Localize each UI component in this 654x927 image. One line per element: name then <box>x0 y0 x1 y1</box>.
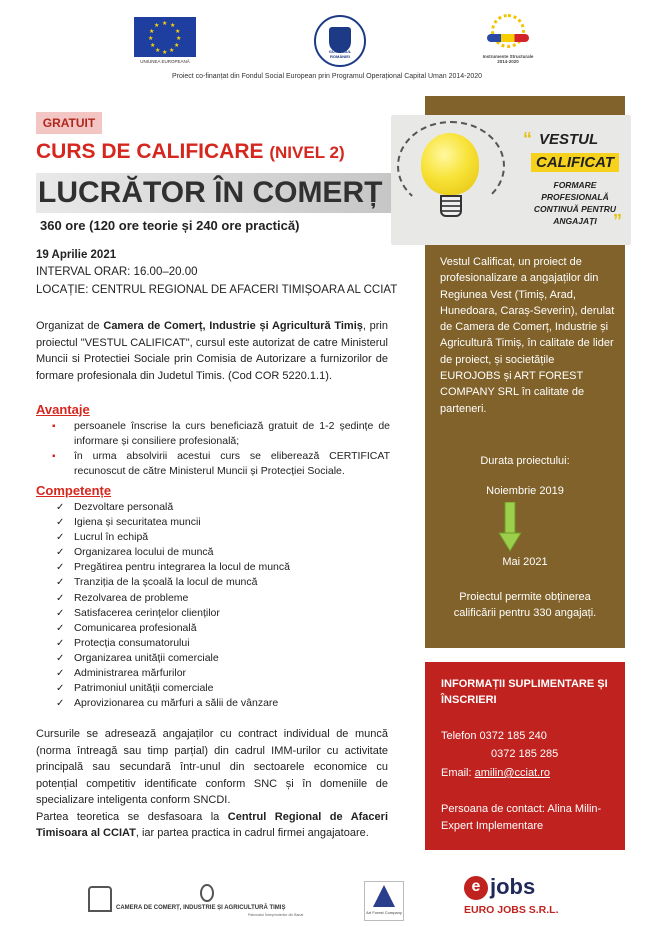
structural-instruments-caption: Instrumente Structurale 2014-2020 <box>482 54 534 64</box>
intro-paragraph <box>36 318 388 384</box>
list-item <box>56 681 290 696</box>
quote-open-icon: “ <box>523 129 532 149</box>
eurojobs-e-icon: e <box>464 876 488 900</box>
lightbulb-base-icon <box>440 195 462 217</box>
checkmark-icon: ✓ <box>56 607 65 619</box>
target-paragraph <box>36 726 388 842</box>
quote-close-icon: ” <box>613 211 622 231</box>
intro-text-2: , prin proiectul "VESTUL CALIFICAT", cursul este autorizat de catre Ministerul Muncii si Protectiei Sociale prin Comisia de Autorizare a furnizorilor de formare profesionala din Judetul Timis. (Cod COR 5220.1.1). <box>36 320 388 382</box>
caduceus-icon <box>200 884 214 902</box>
project-description: Vestul Calificat, un proiect de profesionalizare a angajaților din Regiunea Vest (Timiș, Arad, Hunedoara, Caraș-Severin), derulat de Camera de Comerț, Industrie și Agricultură Timiș, în calitate de lider de proiect, și societățile EUROJOBS și ART FOREST COMPANY SRL în calitate de parteneri. <box>440 256 615 415</box>
banner-line-1: VESTUL <box>539 131 599 148</box>
arrow-down-icon <box>498 502 522 552</box>
building-icon <box>88 886 112 912</box>
checkmark-icon: ✓ <box>56 668 65 680</box>
list-item <box>56 651 290 666</box>
target-text: Cursurile se adresează angajaților cu contract individual de muncă (norma întreagă sau timp parțial) din cadrul IMM-urilor cu activitate principală sau secundară într-unul din sectoarele economice cu potențial competitiv identificate conform SNC și în domeniile de specializare inteligenta conform SNCDI. <box>36 728 388 806</box>
competence-text: Patrimoniul unității comerciale <box>74 682 214 695</box>
project-goal: Proiectul permite obținerea calificării pentru 330 angajați. <box>453 591 597 619</box>
competence-text: Igiena și securitatea muncii <box>74 516 201 529</box>
list-item <box>52 449 390 479</box>
eu-logo <box>134 17 196 65</box>
cci-logo <box>88 884 314 916</box>
list-item <box>56 666 290 681</box>
competence-text: Dezvoltare personală <box>74 501 174 513</box>
checkmark-icon: ✓ <box>56 652 65 664</box>
competences-list <box>56 500 290 711</box>
eurojobs-name: EURO JOBS S.R.L. <box>464 904 559 916</box>
art-forest-logo <box>364 881 404 921</box>
banner-subtitle: FORMARE PROFESIONALĂ CONTINUĂ PENTRU ANGAJAȚI <box>533 180 617 226</box>
checkmark-icon: ✓ <box>56 637 65 649</box>
bullet-icon: ▪ <box>52 451 56 462</box>
competence-text: Protecția consumatorului <box>74 636 190 649</box>
competence-text: Aprovizionarea cu mărfuri a sălii de vânzare <box>74 697 279 710</box>
free-badge: GRATUIT <box>36 112 102 134</box>
list-item <box>56 606 290 621</box>
contact-person: Persoana de contact: Alina Milin- Expert Implementare <box>441 803 602 832</box>
competence-text: Organizarea locului de muncă <box>74 546 214 559</box>
list-item <box>56 560 290 575</box>
phone-1: Telefon 0372 185 240 <box>441 730 547 742</box>
checkmark-icon: ✓ <box>56 517 65 529</box>
info-panel <box>425 662 625 850</box>
checkmark-icon: ✓ <box>56 683 65 695</box>
competence-text: Organizarea unității comerciale <box>74 651 219 664</box>
email-line <box>441 767 550 779</box>
art-forest-name: Art Forest Company <box>366 910 402 915</box>
course-hours: 360 ore (120 ore teorie și 240 ore practică) <box>40 218 300 233</box>
regional-center-name: Centrul Regional de Afaceri Timisoara al CCIAT <box>36 810 389 839</box>
checkmark-icon: ✓ <box>56 502 65 513</box>
project-end: Mai 2021 <box>502 556 548 568</box>
job-title: LUCRĂTOR ÎN COMERȚ <box>36 173 393 213</box>
list-item <box>56 545 290 560</box>
competence-text: Administrarea mărfurilor <box>74 667 187 680</box>
advantages-heading: Avantaje <box>36 402 90 417</box>
list-item <box>56 696 290 711</box>
checkmark-icon: ✓ <box>56 532 65 544</box>
eu-caption: UNIUNEA EUROPEANĂ <box>140 59 190 64</box>
competence-text: Tranziția de la școală la locul de muncă <box>74 576 258 589</box>
list-item <box>56 636 290 651</box>
project-start: Noiembrie 2019 <box>486 485 564 497</box>
government-caption: GUVERNUL ROMÂNIEI <box>328 49 352 59</box>
phone-2: 0372 185 285 <box>491 748 559 760</box>
course-interval: INTERVAL ORAR: 16.00–20.00 <box>36 266 198 278</box>
organizer-name: Camera de Comerț, Industrie și Agricultură Timiș <box>103 320 363 332</box>
competence-text: Rezolvarea de probleme <box>74 591 189 604</box>
bullet-icon: ▪ <box>52 421 56 432</box>
cci-subtitle: Patronatul Întreprinderilor din Banat <box>248 913 304 917</box>
info-heading: INFORMAȚII SUPLIMENTARE ȘI ÎNSCRIERI <box>441 678 608 706</box>
checkmark-icon: ✓ <box>56 547 65 559</box>
competence-text: Comunicarea profesională <box>74 621 197 634</box>
email-label: Email: <box>441 767 475 779</box>
course-title-text: CURS DE CALIFICARE <box>36 140 264 163</box>
course-title <box>36 140 345 164</box>
checkmark-icon: ✓ <box>56 577 65 589</box>
competence-text: Lucrul în echipă <box>74 531 149 544</box>
competences-heading: Competențe <box>36 483 112 498</box>
list-item <box>56 621 290 636</box>
location-text-1: Partea teoretica se desfasoara la <box>36 810 228 823</box>
government-logo <box>314 15 366 67</box>
competence-text: Pregătirea pentru integrarea la locul de muncă <box>74 561 290 574</box>
checkmark-icon: ✓ <box>56 592 65 604</box>
list-item <box>52 419 390 449</box>
stars-ring-icon <box>491 14 525 48</box>
advantages-list <box>52 419 390 479</box>
eurojobs-logo <box>464 874 559 922</box>
eu-flag-icon: ★ ★ ★ ★ ★ ★ ★ ★ ★ ★ ★ ★ <box>134 17 196 57</box>
list-item <box>56 591 290 606</box>
list-item <box>56 515 290 530</box>
structural-instruments-logo <box>477 14 539 70</box>
course-date: 19 Aprilie 2021 <box>36 249 117 261</box>
list-item <box>56 500 290 515</box>
advantage-text: persoanele înscrise la curs beneficiază gratuit de 1-2 ședințe de informare și consiliere profesională; <box>74 420 390 447</box>
eurojobs-wordmark: jobs <box>490 874 536 899</box>
intro-text-1: Organizat de <box>36 320 104 332</box>
vestul-calificat-banner <box>391 115 631 245</box>
checkmark-icon: ✓ <box>56 622 65 634</box>
competence-text: Satisfacerea cerințelor clienților <box>74 606 220 619</box>
funding-note: Proiect co-finanțat din Fondul Social European prin Programul Operațional Capital Uman 2014-2020 <box>171 73 483 80</box>
checkmark-icon: ✓ <box>56 698 65 710</box>
location-paragraph <box>36 809 388 842</box>
checkmark-icon: ✓ <box>56 562 65 574</box>
project-duration-label: Durata proiectului: <box>480 455 570 467</box>
banner-line-2: CALIFICAT <box>531 153 619 172</box>
location-text-2: , iar partea practica in cadrul firmei angajatoare. <box>135 827 369 839</box>
art-forest-icon <box>373 885 395 907</box>
email-link[interactable]: amilin@cciat.ro <box>474 767 550 779</box>
flag-band-icon <box>487 34 529 42</box>
course-level: (NIVEL 2) <box>269 143 345 162</box>
cci-name: CAMERA DE COMERȚ, INDUSTRIE ȘI AGRICULTURĂ TIMIȘ <box>116 905 286 911</box>
advantage-text: în urma absolvirii acestui curs se eliberează CERTIFICAT recunoscut de către Ministerul Muncii și Protecției Sociale. <box>74 450 390 477</box>
lightbulb-icon <box>421 133 479 195</box>
course-location: LOCAȚIE: CENTRUL REGIONAL DE AFACERI TIMIȘOARA AL CCIAT <box>36 284 398 296</box>
list-item <box>56 530 290 545</box>
list-item <box>56 575 290 590</box>
